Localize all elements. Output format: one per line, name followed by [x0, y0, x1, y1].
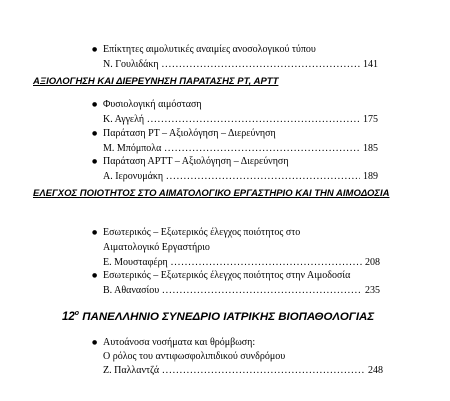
toc-line[interactable]	[103, 257, 380, 269]
bullet-icon: ●	[92, 339, 98, 346]
bullet-icon: ●	[92, 229, 98, 236]
dot-leader	[171, 257, 362, 269]
congress-name: ΠΑΝΕΛΛΗΝΙΟ ΣΥΝΕΔΡΙΟ ΙΑΤΡΙΚΗΣ ΒΙΟΠΑΘΟΛΟΓΙΑΣ	[82, 311, 375, 323]
entry-title-line2: Αιματολογικό Εργαστήριο	[103, 242, 210, 253]
dot-leader	[162, 285, 362, 297]
entry-title-line1: Εσωτερικός – Εξωτερικός έλεγχος ποιότητος στο	[103, 227, 301, 238]
page-number: 141	[363, 59, 378, 70]
page-number: 175	[363, 114, 378, 125]
congress-superscript: ο	[74, 310, 80, 318]
congress-title	[62, 310, 374, 324]
bullet-icon: ●	[92, 46, 98, 53]
page-number: 208	[365, 257, 380, 268]
bullet-icon: ●	[92, 158, 98, 165]
dot-leader	[162, 365, 365, 377]
toc-line[interactable]	[103, 171, 378, 183]
dot-leader	[166, 171, 360, 183]
entry-author: Ε. Μουσταφέρη	[103, 257, 168, 268]
toc-line[interactable]	[103, 365, 383, 377]
entry-title: Φυσιολογική αιμόσταση	[103, 99, 202, 110]
toc-line[interactable]	[103, 59, 378, 71]
dot-leader	[147, 114, 360, 126]
entry-title-line2: Ο ρόλος του αντιφωσφολιπιδικού συνδρόμου	[103, 351, 286, 362]
section-heading: ΕΛΕΓΧΟΣ ΠΟΙΟΤΗΤΟΣ ΣΤΟ ΑΙΜΑΤΟΛΟΓΙΚΟ ΕΡΓΑΣΤΗΡΙΟ ΚΑΙ ΤΗΝ ΑΙΜΟΔΟΣΙΑ	[33, 188, 390, 199]
entry-author: Β. Αθανασίου	[103, 285, 160, 296]
entry-title: Εσωτερικός – Εξωτερικός έλεγχος ποιότητος στην Αιμοδοσία	[103, 270, 351, 281]
dot-leader	[162, 59, 360, 71]
congress-number: 12	[62, 311, 75, 323]
bullet-icon: ●	[92, 101, 98, 108]
toc-line[interactable]	[103, 143, 378, 155]
page-number: 248	[368, 365, 383, 376]
entry-author: Ζ. Παλλαντζά	[103, 365, 160, 376]
entry-title: Επίκτητες αιμολυτικές αναιμίες ανοσολογικού τύπου	[103, 44, 316, 55]
section-heading: ΑΞΙΟΛΟΓΗΣΗ ΚΑΙ ΔΙΕΡΕΥΝΗΣΗ ΠΑΡΑΤΑΣΗΣ ΡΤ, ΑΡΤΤ	[33, 76, 279, 87]
entry-author: Μ. Μπόμπολα	[103, 143, 162, 154]
entry-author: Ν. Γουλιδάκη	[103, 59, 159, 70]
page-number: 235	[365, 285, 380, 296]
dot-leader	[164, 143, 360, 155]
entry-title-line1: Αυτοάνοσα νοσήματα και θρόμβωση:	[103, 337, 256, 348]
toc-line[interactable]	[103, 114, 378, 126]
entry-title: Παράταση ΑΡΤΤ – Αξιολόγηση – Διερεύνηση	[103, 156, 289, 167]
bullet-icon: ●	[92, 130, 98, 137]
page-number: 185	[363, 143, 378, 154]
toc-line[interactable]	[103, 285, 380, 297]
entry-author: Κ. Αγγελή	[103, 114, 145, 125]
page-number: 189	[363, 171, 378, 182]
bullet-icon: ●	[92, 272, 98, 279]
entry-title: Παράταση ΡΤ – Αξιολόγηση – Διερεύνηση	[103, 128, 276, 139]
entry-author: Α. Ιερονυμάκη	[103, 171, 164, 182]
